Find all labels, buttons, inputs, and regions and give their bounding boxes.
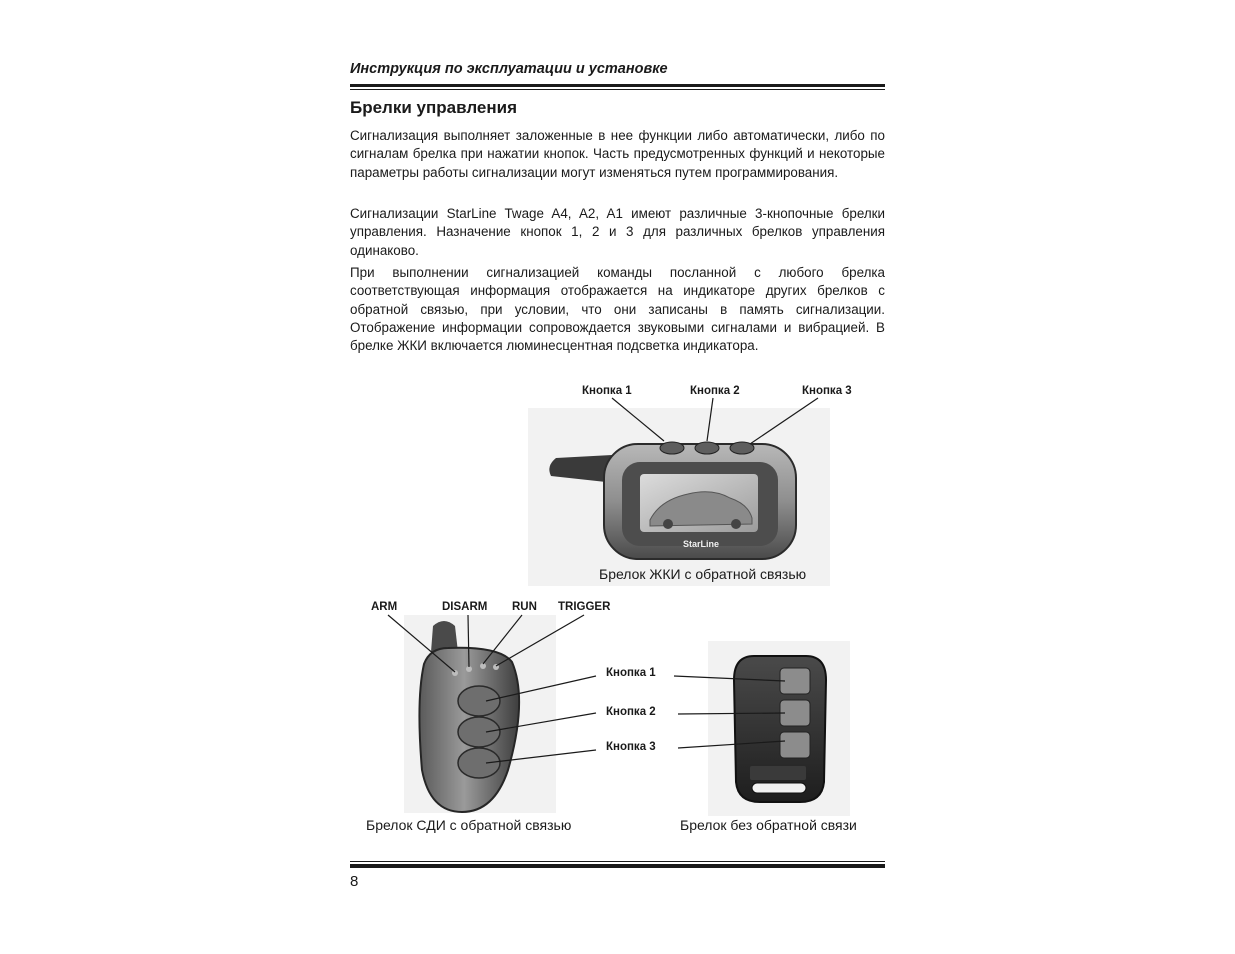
basic-keyfob: [708, 641, 850, 816]
lcd-caption: Брелок ЖКИ с обратной связью: [599, 566, 807, 582]
led-button-3: [458, 748, 500, 778]
led-caption: Брелок СДИ с обратной связью: [366, 817, 572, 833]
paragraph-3: При выполнении сигнализацией команды посланной с любого брелка соответствующая информация отображается на индикаторе других брелков с обратной связью, при условии, что они записаны в память сигнализации. Отображение информации сопровождается звуковыми сигналами и вибрацией. В брелке ЖКИ включается люминесцентная подсветка индикатора.: [350, 265, 885, 354]
lcd-button-2: [695, 442, 719, 454]
page-number: 8: [350, 873, 359, 890]
brand-logo: StarLine: [682, 539, 720, 549]
key-ring-hole: [752, 783, 806, 793]
led-label-disarm: DISARM: [442, 601, 488, 613]
led-label-trigger: TRIGGER: [558, 601, 611, 613]
lcd-label-1: Кнопка 1: [582, 385, 632, 397]
basic-brand-plate: [750, 766, 806, 780]
basic-button-3: [780, 732, 810, 758]
led-button-2: [458, 717, 500, 747]
basic-caption: Брелок без обратной связи: [680, 817, 857, 833]
paragraph-2: Сигнализации StarLine Twage A4, A2, A1 имеют различные 3-кнопочные брелки управления. Назначение кнопок 1, 2 и 3 для различных брелков управления одинаково.: [350, 206, 885, 258]
basic-label-1: Кнопка 1: [606, 667, 656, 679]
section-title: Брелки управления: [350, 98, 517, 117]
running-title: Инструкция по эксплуатации и установке: [350, 61, 668, 77]
basic-label-2: Кнопка 2: [606, 706, 656, 718]
footer-rule-thick: [350, 864, 885, 868]
lcd-keyfob: [528, 408, 830, 586]
basic-label-3: Кнопка 3: [606, 741, 656, 753]
led-label-arm: ARM: [371, 601, 398, 613]
lcd-button-1: [660, 442, 684, 454]
paragraph-1: Сигнализация выполняет заложенные в нее функции либо автоматически, либо по сигналам брелка при нажатии кнопок. Часть предусмотренных функций и некоторые параметры работы сигнализации могут изменяться путем программирования.: [350, 128, 885, 180]
footer-rule-thin: [350, 861, 885, 862]
led-button-1: [458, 686, 500, 716]
lcd-label-2: Кнопка 2: [690, 385, 740, 397]
led-label-run: RUN: [512, 601, 537, 613]
lcd-label-3: Кнопка 3: [802, 385, 852, 397]
